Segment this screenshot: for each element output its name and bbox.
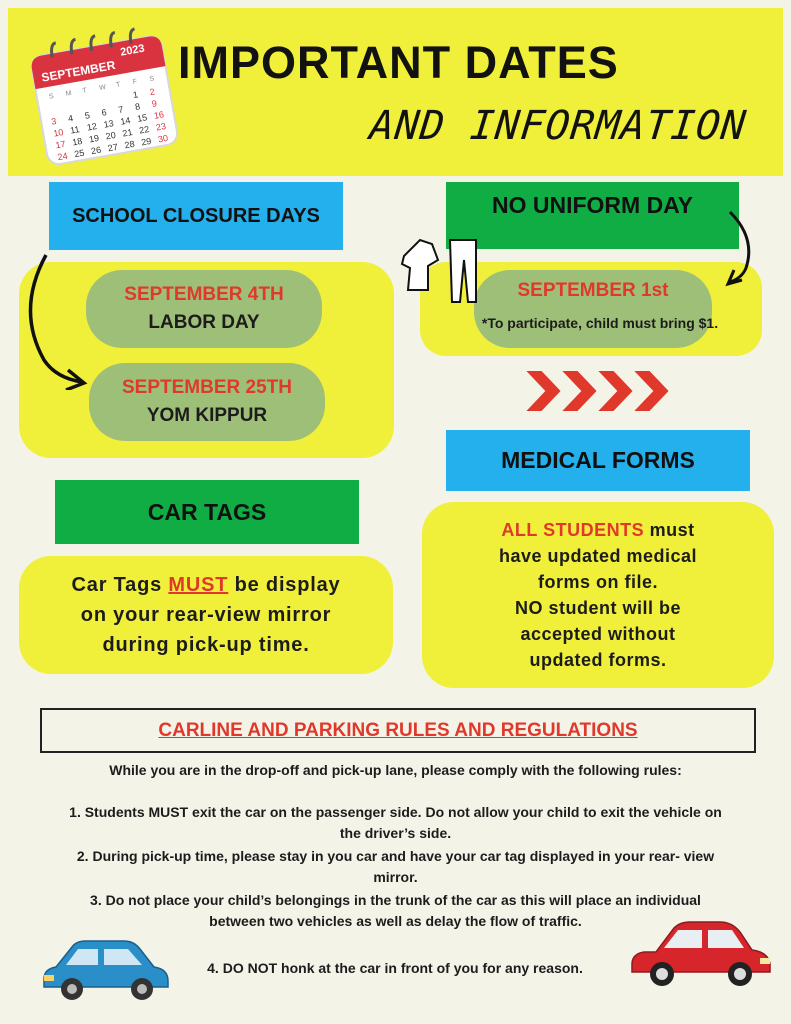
car-tags-line: Car Tags MUST be display (71, 574, 341, 596)
medical-panel (422, 502, 774, 688)
calendar-day: 16 (153, 109, 165, 121)
calendar-day: 8 (134, 101, 141, 112)
medical-line: accepted without (520, 624, 676, 644)
calendar-weekday: M (65, 89, 73, 98)
calendar-weekday: T (81, 87, 88, 95)
calendar-day: 25 (73, 147, 86, 160)
calendar-day: 20 (104, 129, 117, 142)
medical-line: ALL STUDENTS must (501, 520, 695, 540)
medical-line: updated forms. (529, 650, 667, 670)
car-tags-heading-text: CAR TAGS (147, 498, 267, 525)
closure-item (86, 270, 322, 348)
medical-heading-text: MEDICAL FORMS (501, 447, 695, 473)
car-tags-panel (19, 556, 393, 674)
closure-name: YOM KIPPUR (146, 405, 268, 426)
chevron-arrows-icon (522, 366, 674, 416)
red-car-icon (628, 918, 774, 990)
calendar-day: 18 (71, 135, 84, 148)
calendar-icon (20, 18, 180, 168)
calendar-weekday: W (98, 83, 107, 92)
rule-3: 3. Do not place your child’s belongings in the trunk of the car as this will place an individual between two vehicles as well as delay the flow of traffic. (90, 892, 701, 929)
calendar-day: 11 (69, 124, 81, 136)
calendar-month: SEPTEMBER (40, 57, 117, 85)
calendar-day: 22 (138, 124, 151, 136)
calendar-day: 15 (136, 112, 148, 124)
car-tags-emphasis: MUST (168, 574, 229, 596)
clothes-icon (398, 230, 486, 310)
calendar-day: 17 (54, 138, 67, 151)
calendar-day: 7 (117, 104, 125, 115)
curved-arrow-icon (720, 208, 760, 288)
medical-line: NO student will be (514, 598, 681, 618)
calendar-day: 13 (102, 118, 115, 130)
closure-heading (49, 182, 343, 250)
rules-title (40, 708, 756, 753)
calendar-day: 12 (86, 121, 98, 133)
page-subtitle: AND INFORMATION (367, 103, 749, 149)
calendar-day: 4 (67, 113, 74, 124)
calendar-day: 3 (50, 116, 58, 127)
calendar-day: 1 (132, 89, 139, 101)
calendar-day: 2 (148, 86, 156, 98)
curved-arrow-icon (16, 250, 96, 390)
calendar-day: 26 (90, 144, 102, 157)
car-tags-line: during pick-up time. (102, 634, 310, 656)
closure-name: LABOR DAY (148, 312, 260, 333)
calendar-year: 2023 (119, 42, 146, 59)
rule-2: 2. During pick-up time, please stay in you car and have your car tag displayed in your rear- view mirror. (76, 848, 715, 885)
car-tags-heading (55, 480, 359, 544)
calendar-day: 10 (52, 126, 65, 139)
calendar-day: 30 (157, 132, 169, 145)
calendar-day: 14 (119, 115, 132, 127)
calendar-day: 23 (155, 121, 167, 133)
calendar-day: 24 (56, 150, 69, 163)
rules-title-text: CARLINE AND PARKING RULES AND REGULATIONS (158, 719, 638, 741)
car-tags-line: on your rear-view mirror (80, 604, 332, 626)
uniform-date-pill (474, 270, 712, 348)
calendar-weekday: F (132, 78, 138, 87)
blue-car-icon (38, 935, 172, 1005)
closure-heading-text: SCHOOL CLOSURE DAYS (72, 204, 320, 227)
calendar-day: 9 (150, 98, 158, 110)
closure-date: SEPTEMBER 25TH (122, 377, 292, 398)
calendar-day: 19 (88, 132, 100, 145)
closure-item (89, 363, 325, 441)
rule-4: 4. DO NOT honk at the car in front of you for any reason. (207, 960, 583, 976)
medical-line: forms on file. (537, 572, 658, 592)
calendar-day: 29 (140, 135, 153, 148)
medical-heading (446, 430, 750, 491)
calendar-day: 27 (107, 141, 119, 154)
calendar-day: 28 (123, 138, 136, 151)
rules-intro: While you are in the drop-off and pick-up lane, please comply with the following rules: (109, 762, 682, 778)
uniform-date: SEPTEMBER 1st (517, 280, 669, 301)
rule-1: 1. Students MUST exit the car on the passenger side. Do not allow your child to exit the vehicle on the driver’s side. (69, 804, 722, 841)
page-title: IMPORTANT DATES (178, 37, 619, 88)
calendar-day: 6 (100, 107, 108, 118)
calendar-day: 21 (121, 126, 134, 139)
closure-date: SEPTEMBER 4TH (124, 284, 284, 305)
uniform-heading-text: NO UNIFORM DAY (491, 192, 694, 218)
calendar-weekday: S (148, 75, 155, 84)
calendar-weekday: T (115, 81, 121, 89)
uniform-note: *To participate, child must bring $1. (481, 315, 719, 331)
calendar-day: 5 (84, 110, 91, 121)
medical-line: have updated medical (498, 546, 698, 566)
calendar-weekday: S (48, 93, 55, 101)
medical-emphasis: ALL STUDENTS (501, 520, 645, 540)
uniform-heading (446, 182, 739, 249)
